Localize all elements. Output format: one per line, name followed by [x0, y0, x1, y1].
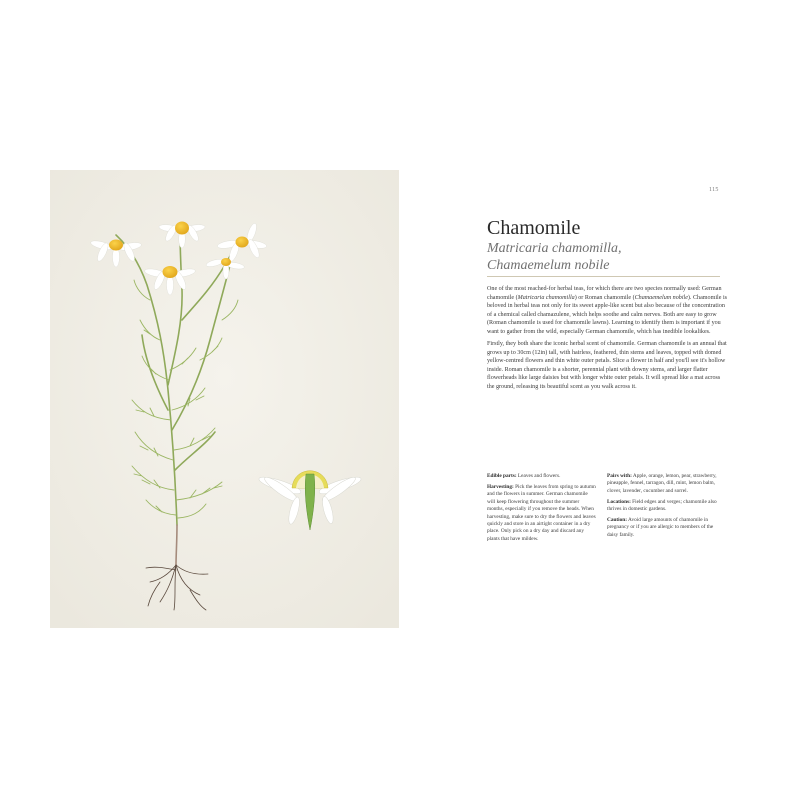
latin-name-line-1: Matricaria chamomilla,	[487, 241, 622, 256]
facts-column-left	[487, 473, 597, 547]
page-title: Chamomile	[487, 217, 581, 239]
latin-name-line-2: Chamaemelum nobile	[487, 258, 610, 273]
latin-name-german: Matricaria chamomilla	[517, 294, 575, 301]
fact-harvesting	[487, 484, 597, 543]
paragraph-intro	[487, 285, 729, 336]
fact-text: Pick the leaves from spring to autumn and the flowers in summer. German chamomile will keep flowering throughout the summer months, especially if you remove the heads. When harvesting, make sure to dry the flowers and leaves quickly and store in an airtight container in a dry place. Only pick on a dry day and discard any plants that have mildew.	[487, 483, 596, 542]
latin-name-roman: Chamaemelum nobile	[634, 294, 688, 301]
fact-locations	[607, 499, 722, 514]
title-divider	[487, 276, 720, 277]
body-text	[487, 285, 729, 395]
facts-column-right	[607, 473, 722, 543]
paragraph-identification: Firstly, they both share the iconic herbal scent of chamomile. German chamomile is an annual that grows up to 30cm (12in) tall, with hairless, feathered, thin stems and leaves, topped with domed yellow-centred flowers and thin white outer petals. Slice a flower in half and you'll see it's hollow inside. Roman chamomile is a shorter, perennial plant with downy stems, and larger flatter flowerheads like large daisies but with longer white outer petals. It will spread like a mat across the ground, releasing its beautiful scent as you walk across it.	[487, 341, 727, 390]
paragraph-intro-text-a: One of the most reached-for herbal teas, for which there are two species normally used: German chamomile (	[487, 286, 722, 301]
paragraph-intro-text-c: ) or Roman chamomile (	[574, 294, 635, 301]
fact-edible-parts	[487, 473, 597, 480]
fact-label: Locations:	[607, 498, 631, 505]
fact-label: Pairs with:	[607, 473, 632, 479]
fact-label: Edible parts:	[487, 473, 517, 479]
fact-text: Field edges and verges; chamomile also thrives in domestic gardens.	[607, 498, 717, 513]
fact-text: Leaves and flowers.	[516, 473, 561, 479]
latin-name	[487, 240, 747, 274]
paragraph-intro-text-e: ). Chamomile is beloved in herbal teas not only for its sweet apple-like scent but also because of the concentration of a chemical called chamazulene, which helps soothe and calm nerves. Both are easy to grow (Roman chamomile is used for chamomile lawns). Learning to identify them is important if you want to gather from the wild, especially German chamomile, which has inedible lookalikes.	[487, 294, 728, 335]
fact-text: Apple, orange, lemon, pear, strawberry, pineapple, fennel, tarragon, dill, mint, lemon balm, clover, lavender, cucumber and sorrel.	[607, 473, 717, 494]
page-number: 115	[709, 187, 719, 193]
botanical-illustration	[50, 170, 399, 628]
roots	[176, 525, 177, 565]
fact-caution	[607, 517, 722, 539]
fact-pairs-with	[607, 473, 722, 495]
fact-text: Avoid large amounts of chamomile in pregnancy or if you are allergic to members of the daisy family.	[607, 517, 714, 538]
chamomile-plant-drawing	[50, 170, 399, 628]
fact-label: Caution:	[607, 517, 628, 524]
fact-label: Harvesting:	[487, 483, 514, 490]
